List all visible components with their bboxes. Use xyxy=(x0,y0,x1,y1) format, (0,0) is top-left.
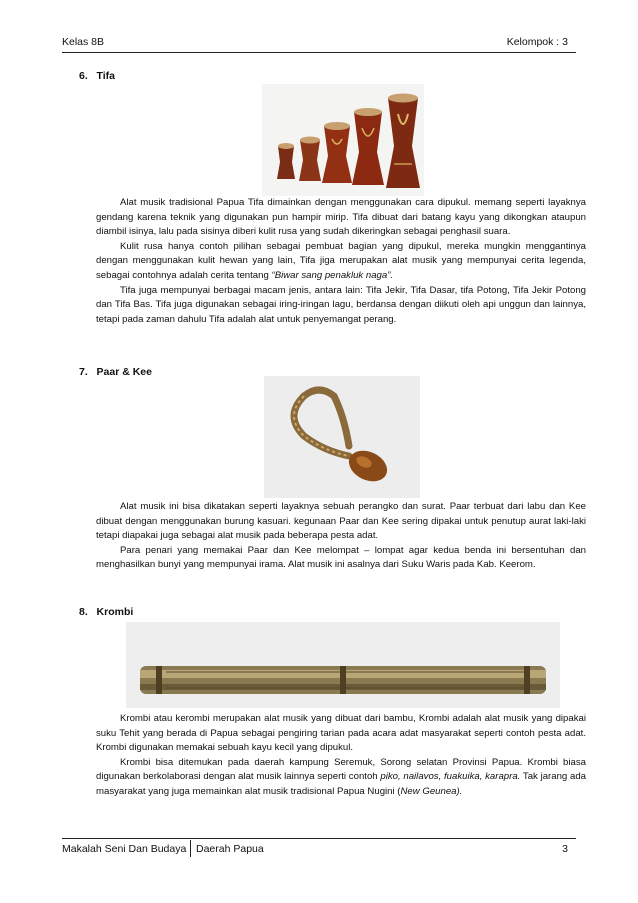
header-group: Kelompok : 3 xyxy=(506,36,568,48)
legend-title: “Biwar sang penakluk naga”. xyxy=(271,269,394,281)
page-header xyxy=(62,36,576,53)
footer-subtitle: Daerah Papua xyxy=(196,843,264,855)
tifa-drums-image xyxy=(262,84,424,196)
section-paar-kee-heading xyxy=(79,366,152,378)
section-number: 7. xyxy=(79,366,88,378)
section-title: Paar & Kee xyxy=(96,366,152,378)
paragraph-text: Tak jarang ada masyarakat yang juga memainkan alat musik tradisional Papua Nugini ( xyxy=(96,771,586,797)
section-number: 8. xyxy=(79,606,88,618)
footer-divider xyxy=(190,840,191,857)
paragraph: Alat musik ini bisa dikatakan seperti layaknya sebuah perangko dan surat. Paar terbuat dari labu dan Kee dibuat dengan menggunakan burung kasuari. kegunaan Paar dan Kee sering dipakai untuk penutup aurat laki-laki tetapi diapakai juga sebagai alat musik pada beberapa pesta adat. xyxy=(96,501,586,542)
paragraph: Krombi atau kerombi merupakan alat musik yang dibuat dari bambu, Krombi adalah alat musik yang dipakai suku Tehit yang berada di Papua sebagai pengiring tarian pada acara adat masyarakat seperti contoh pesta adat. Krombi digunakan memakai sebuah kayu kecil yang dipukul. xyxy=(96,713,586,754)
section-tifa-heading xyxy=(79,70,115,82)
section-krombi-heading xyxy=(79,606,133,618)
paragraph-text: Kulit rusa hanya contoh pilihan sebagai pembuat bagian yang dipukul, mereka mungkin menggantinya dengan menggunakan kulit hewan yang lain, Tifa jiga merupakan alat musik yang mempunyai cerita legenda, sebagai contohnya adalah cerita tentang xyxy=(96,240,586,281)
paragraph: Alat musik tradisional Papua Tifa dimainkan dengan menggunakan cara dipukul. memang seperti layaknya gendang karena teknik yang digunakan pun hampir mirip. Tifa dibuat dari batang kayu yang dikongkan ataupun diambil isinya, lalu pada sisinya diberi kulit rusa yang sudah dikeringkan sebagai penghasil suara. xyxy=(96,197,586,238)
footer-title: Makalah Seni Dan Budaya xyxy=(62,843,187,855)
krombi-bamboo-image xyxy=(126,622,560,708)
page-footer xyxy=(62,838,576,857)
section-title: Tifa xyxy=(96,70,116,82)
section-number: 6. xyxy=(79,70,88,82)
header-class: Kelas 8B xyxy=(62,36,105,48)
place-name: New Geunea). xyxy=(400,785,463,797)
section-title: Krombi xyxy=(96,606,134,618)
page-number: 3 xyxy=(562,843,568,855)
paar-kee-image xyxy=(264,376,420,498)
paragraph xyxy=(96,756,586,800)
paragraph: Tifa juga mempunyai berbagai macam jenis, antara lain: Tifa Jekir, Tifa Dasar, tifa Potong, Tifa Jekir Potong dan Tifa Bas. Tifa juga digunakan sebagai iring-iringan lagu, berdansa dengan diikuti oleh api unggun dan lainnya, tetapi pada zaman dahulu Tifa adalah alat untuk penyemangat perang. xyxy=(96,284,586,325)
section-krombi-text xyxy=(96,712,586,800)
instrument-names: piko, nailavos, fuakuika, karapra. xyxy=(380,771,521,783)
paragraph: Para penari yang memakai Paar dan Kee melompat – lompat agar kedua benda ini bersentuhan dan menghasilkan bunyi yang mempunyai irama. Alat musik ini asalnya dari Suku Waris pada Kab. Keerom. xyxy=(96,544,586,571)
paragraph-text: Krombi bisa ditemukan pada daerah kampung Seremuk, Sorong selatan Provinsi Papua. Krombi biasa digunakan berkolaborasi dengan alat musik lainnya seperti contoh xyxy=(96,756,586,783)
section-tifa-text xyxy=(96,196,586,327)
paragraph xyxy=(96,240,586,284)
section-paar-kee-text xyxy=(96,500,586,573)
